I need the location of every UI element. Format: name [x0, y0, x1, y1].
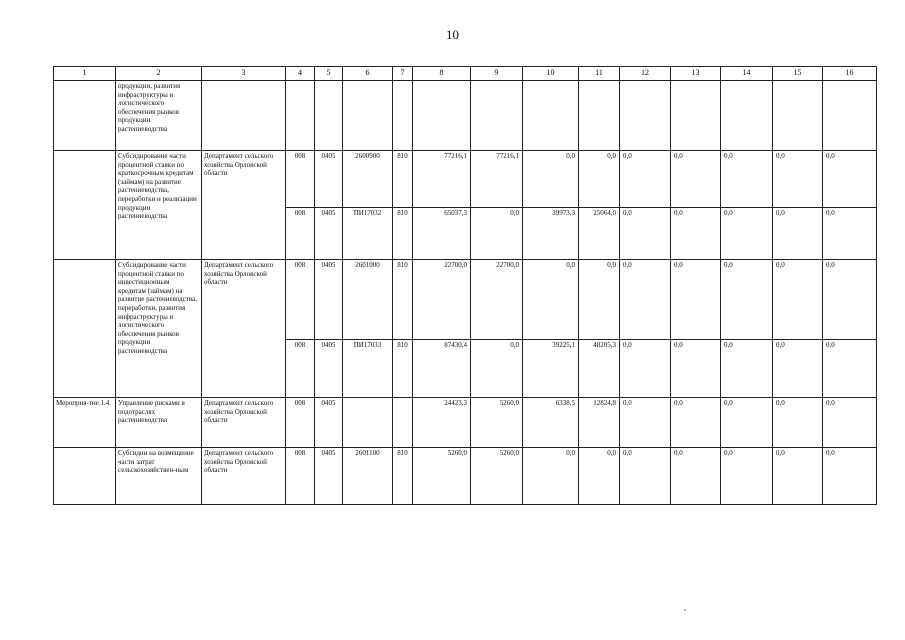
cell-value: 0,0 [671, 151, 721, 208]
cell-value: 0,0 [721, 151, 773, 208]
cell-value: 0,0 [823, 208, 877, 260]
cell-empty [343, 81, 393, 151]
cell-value: 0,0 [773, 151, 823, 208]
cell-value: 0405 [315, 151, 343, 208]
col-header: 10 [523, 67, 579, 81]
page-number: 10 [446, 27, 459, 42]
table-row [54, 260, 877, 340]
cell-empty [523, 81, 579, 151]
cell-value: 0,0 [671, 398, 721, 448]
measure-name: Субсидирование части процентной ставки по краткосрочным кредитам (займам) на развитие растениеводства, переработки и реализации продукции растениеводства [116, 151, 202, 260]
cell-value: 008 [286, 151, 315, 208]
cell-value: 0,0 [823, 398, 877, 448]
table-row [54, 151, 877, 208]
cell-value: 0,0 [671, 448, 721, 505]
cell-value: 0,0 [579, 151, 620, 208]
cell-value: 0,0 [773, 448, 823, 505]
cell-value: 008 [286, 398, 315, 448]
cell-empty [823, 81, 877, 151]
cell-value: 87430,4 [413, 340, 471, 398]
cell-value: 0,0 [823, 448, 877, 505]
col-header: 1 [54, 67, 116, 81]
cell-empty [202, 81, 286, 151]
cell-value: 008 [286, 448, 315, 505]
cell-value: 810 [393, 340, 413, 398]
executor: Департамент сельского хозяйства Орловской области [202, 398, 286, 448]
cell-value: 008 [286, 340, 315, 398]
cell-value: 48205,3 [579, 340, 620, 398]
cell-value: 0,0 [721, 208, 773, 260]
cell-value: 0,0 [620, 151, 671, 208]
cell-value: 0,0 [620, 340, 671, 398]
col-header: 13 [671, 67, 721, 81]
measure-name: Субсидии на возмещение части затрат сельскохозяйствен-ным [116, 448, 202, 505]
cell-value: 810 [393, 260, 413, 340]
cell-value [393, 398, 413, 448]
cell-value: 77216,1 [471, 151, 523, 208]
header-row [54, 67, 877, 81]
cell-empty [286, 81, 315, 151]
cell-value: ПИ17033 [343, 340, 393, 398]
cell-value: 0,0 [721, 398, 773, 448]
col-header: 9 [471, 67, 523, 81]
cell-value: 22700,0 [471, 260, 523, 340]
cell-empty [54, 81, 116, 151]
col-header: 11 [579, 67, 620, 81]
cell-value: 0,0 [620, 260, 671, 340]
cell-value: 0,0 [773, 398, 823, 448]
cell-value: 0,0 [523, 151, 579, 208]
cell-value: 0,0 [671, 340, 721, 398]
cell-value [343, 398, 393, 448]
col-header: 14 [721, 67, 773, 81]
col-header: 7 [393, 67, 413, 81]
cell-value: ПИ17032 [343, 208, 393, 260]
measure-label: Мероприя-тие 1.4. [54, 398, 116, 448]
cell-value: 0,0 [773, 208, 823, 260]
cell-value: 39973,3 [523, 208, 579, 260]
cell-value: 008 [286, 260, 315, 340]
cell-value: 6338,5 [523, 398, 579, 448]
table-row [54, 398, 877, 448]
cell-value: 39225,1 [523, 340, 579, 398]
cell-value: 0,0 [471, 340, 523, 398]
cell-value: 0,0 [579, 448, 620, 505]
cell-empty [471, 81, 523, 151]
table-row [54, 81, 877, 151]
cell-empty [315, 81, 343, 151]
col-header: 12 [620, 67, 671, 81]
cell-value: 0,0 [671, 260, 721, 340]
cell-value: 22700,0 [413, 260, 471, 340]
measure-name: продукции, развития инфраструктуры и логистического обеспечения рынков продукции растениеводства [116, 81, 202, 151]
cell-value: 0405 [315, 208, 343, 260]
cell-value: 2600900 [343, 151, 393, 208]
cell-value: 65037,3 [413, 208, 471, 260]
cell-value: 0405 [315, 398, 343, 448]
cell-empty [413, 81, 471, 151]
cell-value: 810 [393, 208, 413, 260]
cell-empty [579, 81, 620, 151]
col-header: 6 [343, 67, 393, 81]
col-header: 8 [413, 67, 471, 81]
cell-value: 0,0 [523, 448, 579, 505]
cell-value: 24423,3 [413, 398, 471, 448]
cell-value: 77216,1 [413, 151, 471, 208]
cell-value: 0,0 [721, 340, 773, 398]
cell-empty [671, 81, 721, 151]
cell-empty [54, 448, 116, 505]
col-header: 5 [315, 67, 343, 81]
cell-value: 12824,8 [579, 398, 620, 448]
cell-value: 810 [393, 151, 413, 208]
cell-value: 0,0 [620, 398, 671, 448]
cell-value: 0,0 [823, 151, 877, 208]
cell-value: 5260,0 [413, 448, 471, 505]
col-header: 15 [773, 67, 823, 81]
cell-empty [393, 81, 413, 151]
cell-value: 0405 [315, 260, 343, 340]
cell-value: 2601100 [343, 448, 393, 505]
measure-name: Управление рисками в подотраслях растениеводства [116, 398, 202, 448]
cell-value: 0,0 [721, 260, 773, 340]
cell-value: 0,0 [823, 340, 877, 398]
cell-empty [54, 151, 116, 260]
cell-value: 0,0 [579, 260, 620, 340]
cell-empty [721, 81, 773, 151]
cell-value: 0,0 [773, 340, 823, 398]
cell-value: 0,0 [471, 208, 523, 260]
cell-value: 0,0 [620, 208, 671, 260]
cell-empty [54, 260, 116, 398]
cell-value: 0,0 [773, 260, 823, 340]
measure-name: Субсидирование части процентной ставки по инвестиционным кредитам (займам) на развитие растениеводства, переработки, развития инфраструктуры и логистического обеспечения рынков продукции растениеводства [116, 260, 202, 398]
executor: Департамент сельского хозяйства Орловской области [202, 260, 286, 398]
budget-table [53, 66, 877, 505]
cell-value: 5260,0 [471, 398, 523, 448]
cell-value: 0405 [315, 340, 343, 398]
col-header: 4 [286, 67, 315, 81]
executor: Департамент сельского хозяйства Орловской области [202, 151, 286, 260]
cell-value: 0405 [315, 448, 343, 505]
cell-value: 0,0 [721, 448, 773, 505]
cell-value: 25064,0 [579, 208, 620, 260]
cell-empty [620, 81, 671, 151]
col-header: 3 [202, 67, 286, 81]
cell-empty [773, 81, 823, 151]
cell-value: 810 [393, 448, 413, 505]
cell-value: 0,0 [671, 208, 721, 260]
cell-value: 0,0 [620, 448, 671, 505]
scan-speck [684, 609, 686, 611]
cell-value: 0,0 [523, 260, 579, 340]
executor: Департамент сельского хозяйства Орловской области [202, 448, 286, 505]
cell-value: 008 [286, 208, 315, 260]
cell-value: 5260,0 [471, 448, 523, 505]
cell-value: 2601000 [343, 260, 393, 340]
col-header: 2 [116, 67, 202, 81]
cell-value: 0,0 [823, 260, 877, 340]
table-row [54, 448, 877, 505]
col-header: 16 [823, 67, 877, 81]
